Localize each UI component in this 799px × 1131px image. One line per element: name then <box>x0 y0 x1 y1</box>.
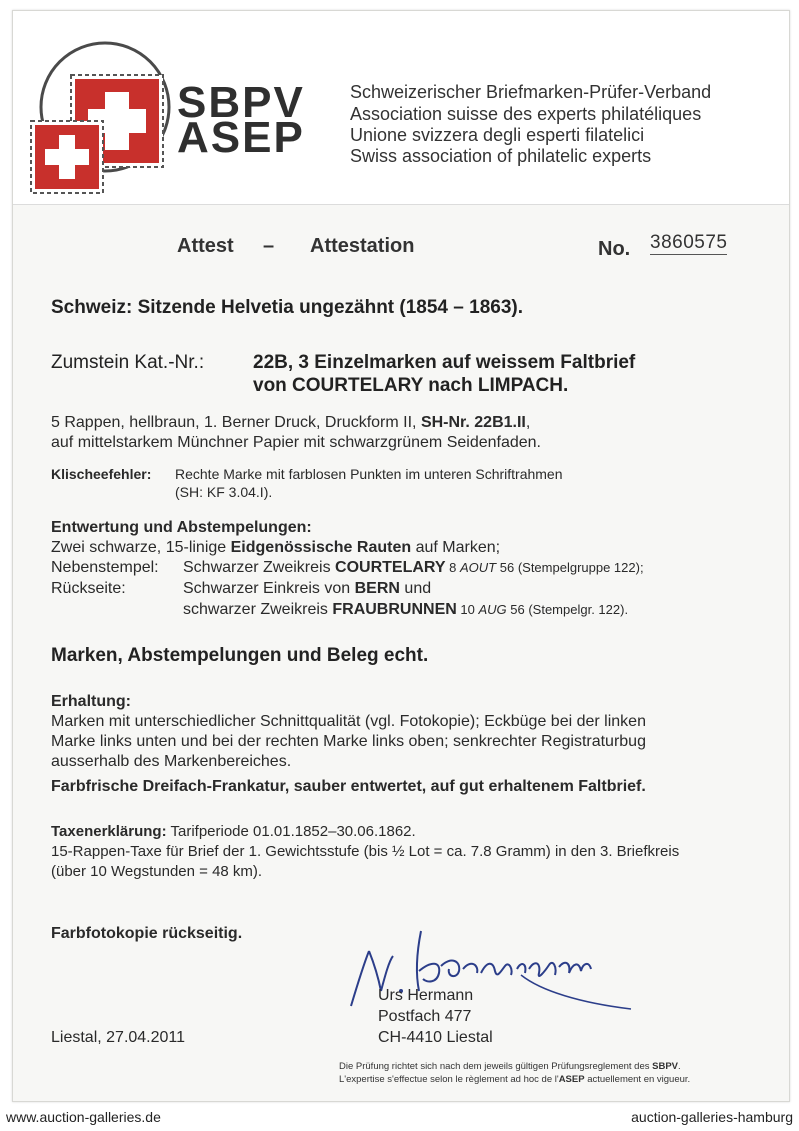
back-line-2 <box>183 601 628 619</box>
signer-city: CH-4410 Liestal <box>378 1029 493 1046</box>
tax-label: Taxenerklärung: <box>51 823 167 840</box>
logo-abbr-sbpv: SBPV <box>177 78 305 127</box>
condition-line-3: ausserhalb des Markenbereiches. <box>51 753 292 770</box>
signer-name: Urs Hermann <box>378 987 474 1004</box>
footnote-line-2-c: actuellement en vigueur. <box>584 1074 691 1085</box>
cancellation-text-c: auf Marken; <box>411 539 501 556</box>
logo-abbr-asep: ASEP <box>177 113 305 162</box>
sh-number: SH-Nr. 22B1.II <box>420 414 526 431</box>
back-line-1-c: und <box>399 580 432 597</box>
subject-heading: Schweiz: Sitzende Helvetia ungezähnt (1854 – 1863). <box>51 297 523 318</box>
title-attestation: Attestation <box>310 235 415 257</box>
description-comma: , <box>525 414 531 431</box>
tax-line-2: 15-Rappen-Taxe für Brief der 1. Gewichtsstufe (bis ½ Lot = ca. 7.8 Gramm) in den 3. Briefkreis <box>51 843 680 860</box>
plate-flaw-label: Klischeefehler: <box>51 466 152 482</box>
back-line-2-a: schwarzer Zweikreis <box>183 601 333 618</box>
footnote-line-2-a: L'expertise s'effectue selon le règlement ad hoc de l' <box>339 1074 559 1085</box>
side-cancel-a: Schwarzer Zweikreis <box>183 559 336 576</box>
condition-heading: Erhaltung: <box>51 693 131 710</box>
condition-summary: Farbfrische Dreifach-Frankatur, sauber entwertet, auf gut erhaltenem Faltbrief. <box>51 778 646 795</box>
catalogue-line-1: 22B, 3 Einzelmarken auf weissem Faltbrief <box>253 352 636 373</box>
footnote-line-1-a: Die Prüfung richtet sich nach dem jeweils gültigen Prüfungsreglement des <box>339 1061 653 1072</box>
back-town-bern: BERN <box>354 580 400 597</box>
title-dash: – <box>263 235 275 257</box>
back-month: AUG <box>478 602 507 617</box>
description-line-1 <box>51 414 530 432</box>
description-text: 5 Rappen, hellbraun, 1. Berner Druck, Druckform II, <box>51 414 421 431</box>
footnote-asep: ASEP <box>558 1074 585 1085</box>
verdict: Marken, Abstempelungen und Beleg echt. <box>51 645 429 666</box>
back-line-1 <box>183 580 431 598</box>
plate-flaw-line-1: Rechte Marke mit farblosen Punkten im unteren Schriftrahmen <box>175 466 563 482</box>
tax-line-3: (über 10 Wegstunden = 48 km). <box>51 863 263 880</box>
signer-street: Postfach 477 <box>378 1008 472 1025</box>
cancellation-line-1 <box>51 539 500 557</box>
cancellation-type: Eidgenössische Rauten <box>230 539 412 556</box>
association-name-it: Unione svizzera degli esperti filatelici <box>350 125 645 145</box>
place-date: Liestal, 27.04.2011 <box>51 1029 186 1046</box>
condition-line-2: Marke links unten und bei der rechten Marke links oben; senkrechter Registraturbug <box>51 733 646 750</box>
back-town-fraubrunnen: FRAUBRUNNEN <box>332 601 457 618</box>
condition-line-1: Marken mit unterschiedlicher Schnittqualität (vgl. Fotokopie); Eckbüge bei der linken <box>51 713 646 730</box>
tax-period: Tarifperiode 01.01.1852–30.06.1862. <box>166 823 416 840</box>
certificate-no-label: No. <box>598 238 631 260</box>
letterhead <box>13 11 789 205</box>
back-label: Rückseite: <box>51 580 126 597</box>
association-name-en: Swiss association of philatelic experts <box>350 146 652 166</box>
tax-line-1 <box>51 823 416 840</box>
side-cancel-year: 56 (Stempelgruppe 122); <box>496 560 644 575</box>
side-cancel-town: COURTELARY <box>335 559 446 576</box>
side-cancel-month: AOUT <box>460 560 497 575</box>
cancellation-text-a: Zwei schwarze, 15-linige <box>51 539 231 556</box>
footnote-sbpv: SBPV <box>652 1061 679 1072</box>
association-name-de: Schweizerischer Briefmarken-Prüfer-Verband <box>350 82 712 102</box>
title-attest: Attest <box>177 235 234 257</box>
description-line-2: auf mittelstarkem Münchner Papier mit schwarzgrünem Seidenfaden. <box>51 434 541 451</box>
sbpv-stamp-logo <box>25 37 175 197</box>
watermark-name: auction-galleries-hamburg <box>631 1109 793 1125</box>
back-year: 56 (Stempelgr. 122). <box>506 602 629 617</box>
footnote-line-1-c: . <box>678 1061 681 1072</box>
footnote-line-1 <box>339 1061 681 1072</box>
photocopy-note: Farbfotokopie rückseitig. <box>51 925 243 942</box>
catalogue-label: Zumstein Kat.-Nr.: <box>51 352 205 373</box>
side-cancel-label: Nebenstempel: <box>51 559 159 576</box>
catalogue-line-2: von COURTELARY nach LIMPACH. <box>253 375 569 396</box>
certificate-sheet <box>12 10 790 1102</box>
back-line-1-a: Schwarzer Einkreis von <box>183 580 355 597</box>
side-cancel-day: 8 <box>445 560 461 575</box>
back-day: 10 <box>456 602 479 617</box>
certificate-number: 3860575 <box>650 232 728 253</box>
footnote-line-2 <box>339 1074 690 1085</box>
side-cancel-text <box>183 559 644 577</box>
watermark-url: www.auction-galleries.de <box>6 1109 161 1125</box>
association-name-fr: Association suisse des experts philatéliques <box>350 104 702 124</box>
plate-flaw-line-2: (SH: KF 3.04.I). <box>175 484 273 500</box>
cancellation-heading: Entwertung und Abstempelungen: <box>51 519 312 536</box>
